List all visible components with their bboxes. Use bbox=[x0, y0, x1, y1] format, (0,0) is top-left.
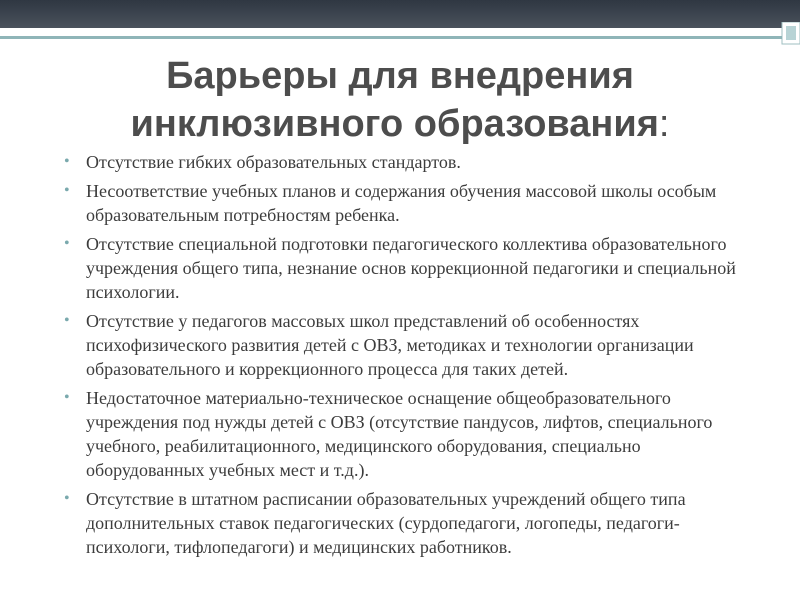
dot-bullet-icon: • bbox=[64, 389, 70, 406]
list-item bbox=[64, 179, 754, 227]
title-line-2: инклюзивного образования bbox=[130, 103, 659, 145]
teal-divider-line bbox=[0, 36, 800, 39]
list-item bbox=[64, 386, 754, 482]
dot-bullet-icon: • bbox=[64, 312, 70, 329]
list-item bbox=[64, 309, 754, 381]
list-item-text: Несоответствие учебных планов и содержания обучения массовой школы особым образовательным потребностям ребенка. bbox=[86, 181, 717, 225]
title-line-1: Барьеры для внедрения bbox=[166, 55, 634, 97]
list-item-text: Отсутствие в штатном расписании образовательных учреждений общего типа дополнительных ставок педагогических (сурдопедагоги, логопеды, педагоги-психологи, тифлопедагоги) и медицинских работников. bbox=[86, 489, 686, 557]
list-item-text: Отсутствие гибких образовательных стандартов. bbox=[86, 152, 461, 172]
dot-bullet-icon: • bbox=[64, 182, 70, 199]
list-item bbox=[64, 232, 754, 304]
barriers-list bbox=[64, 150, 754, 564]
title-colon: : bbox=[658, 103, 670, 145]
list-item bbox=[64, 487, 754, 559]
slide-title bbox=[40, 52, 760, 148]
dot-bullet-icon: • bbox=[64, 153, 70, 170]
list-item bbox=[64, 150, 754, 174]
list-item-text: Недостаточное материально-техническое оснащение общеобразовательного учреждения под нужды детей с ОВЗ (отсутствие пандусов, лифтов, специального учебного, реабилитационного, медицинского оборудования, специально оборудованных учебных мест и т.д.). bbox=[86, 388, 713, 480]
dot-bullet-icon: • bbox=[64, 490, 70, 507]
top-header-bar bbox=[0, 0, 800, 28]
list-item-text: Отсутствие специальной подготовки педагогического коллектива образовательного учреждения общего типа, незнание основ коррекционной педагогики и специальной психологии. bbox=[86, 234, 736, 302]
list-item-text: Отсутствие у педагогов массовых школ представлений об особенностях психофизического развития детей с ОВЗ, методиках и технологии организации образовательного и коррекционного процесса для таких детей. bbox=[86, 311, 694, 379]
corner-ornament-icon bbox=[764, 22, 800, 52]
dot-bullet-icon: • bbox=[64, 235, 70, 252]
